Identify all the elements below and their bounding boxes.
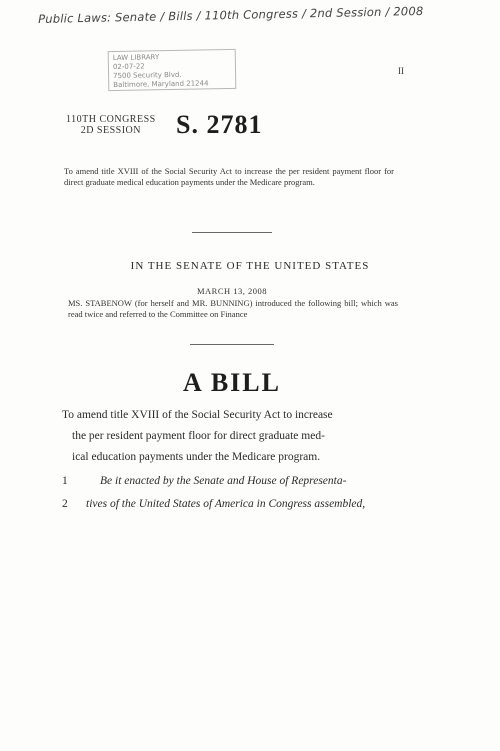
- purpose-line: To amend title XVIII of the Social Security Act to increase: [62, 409, 333, 421]
- line-number: 1: [62, 475, 68, 487]
- bill-purpose: [62, 405, 418, 468]
- enacting-line: [62, 493, 422, 516]
- line-number: 2: [62, 498, 68, 510]
- senate-heading: IN THE SENATE OF THE UNITED STATES: [130, 260, 370, 272]
- enacting-clause: [62, 470, 422, 516]
- introduction-date: MARCH 13, 2008: [196, 286, 268, 296]
- bill-number: S. 2781: [176, 110, 263, 139]
- enacting-line: [62, 470, 422, 493]
- line-text: tives of the United States of America in Congress assembled,: [86, 498, 366, 510]
- congress-label: 110TH CONGRESS: [66, 114, 156, 125]
- short-description: To amend title XVIII of the Social Security Act to increase the per resident payment floor for direct graduate medical education payments under the Medicare program.: [64, 166, 394, 187]
- introduction-text: MS. STABENOW (for herself and MR. BUNNING) introduced the following bill; which was read twice and referred to the Committee on Finance: [68, 298, 398, 319]
- stamp-line: 7500 Security Blvd.: [113, 70, 182, 81]
- handwritten-note: Public Laws: Senate / Bills / 110th Congress / 2nd Session / 2008: [38, 3, 424, 26]
- stamp-line: LAW LIBRARY: [112, 53, 160, 63]
- line-text: Be it enacted by the Senate and House of Representa-: [100, 475, 347, 487]
- bill-title: A BILL: [183, 368, 281, 397]
- stamp-line: Baltimore, Maryland 21244: [113, 79, 209, 90]
- purpose-line: the per resident payment floor for direct graduate med-: [72, 430, 325, 442]
- stamp-line: 02-07-22: [112, 62, 145, 72]
- page-roman-numeral: II: [398, 66, 404, 76]
- purpose-line: ical education payments under the Medicare program.: [72, 451, 321, 463]
- session-label: 2D SESSION: [80, 125, 141, 136]
- divider-rule: [192, 232, 272, 233]
- library-stamp: [108, 49, 237, 91]
- congress-session: [66, 114, 156, 136]
- divider-rule: [190, 344, 274, 345]
